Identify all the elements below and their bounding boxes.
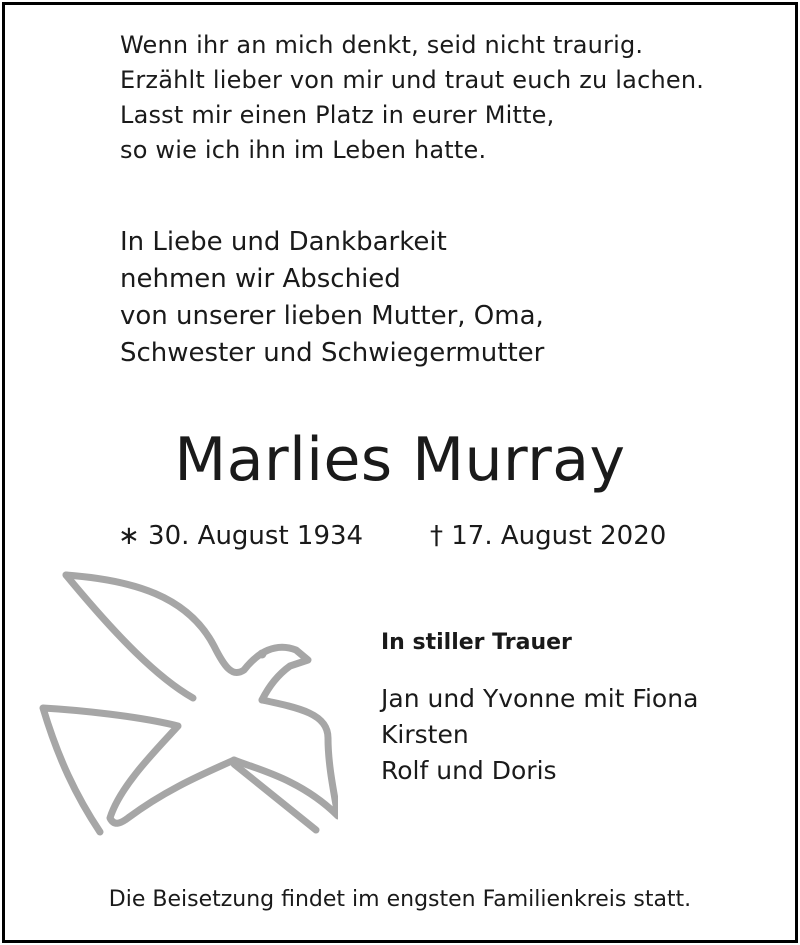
mourner-entry: Kirsten <box>381 720 469 749</box>
poem-line: so wie ich ihn im Leben hatte. <box>120 136 487 164</box>
death-date: † 17. August 2020 <box>430 521 667 551</box>
poem <box>120 28 704 168</box>
deceased-name: Marlies Murray <box>174 425 626 495</box>
mourner-entry: Rolf und Doris <box>381 756 557 785</box>
poem-line: Wenn ihr an mich denkt, seid nicht traurig. <box>120 31 644 59</box>
farewell-line: In Liebe und Dankbarkeit <box>120 227 447 257</box>
poem-line: Lasst mir einen Platz in eurer Mitte, <box>120 101 555 129</box>
farewell-text <box>120 224 544 372</box>
dove-icon <box>38 568 338 838</box>
farewell-line: Schwester und Schwiegermutter <box>120 338 545 368</box>
mourners-list <box>381 681 698 789</box>
dove-eye <box>258 650 267 659</box>
birth-date: ∗ 30. August 1934 <box>118 521 364 551</box>
mourner-entry: Jan und Yvonne mit Fiona <box>381 684 699 713</box>
farewell-line: von unserer lieben Mutter, Oma, <box>120 301 544 331</box>
poem-line: Erzählt lieber von mir und traut euch zu lachen. <box>120 66 705 94</box>
farewell-line: nehmen wir Abschied <box>120 264 401 294</box>
burial-note: Die Beisetzung findet im engsten Familienkreis statt. <box>108 887 692 912</box>
mourning-heading: In stiller Trauer <box>381 630 572 655</box>
